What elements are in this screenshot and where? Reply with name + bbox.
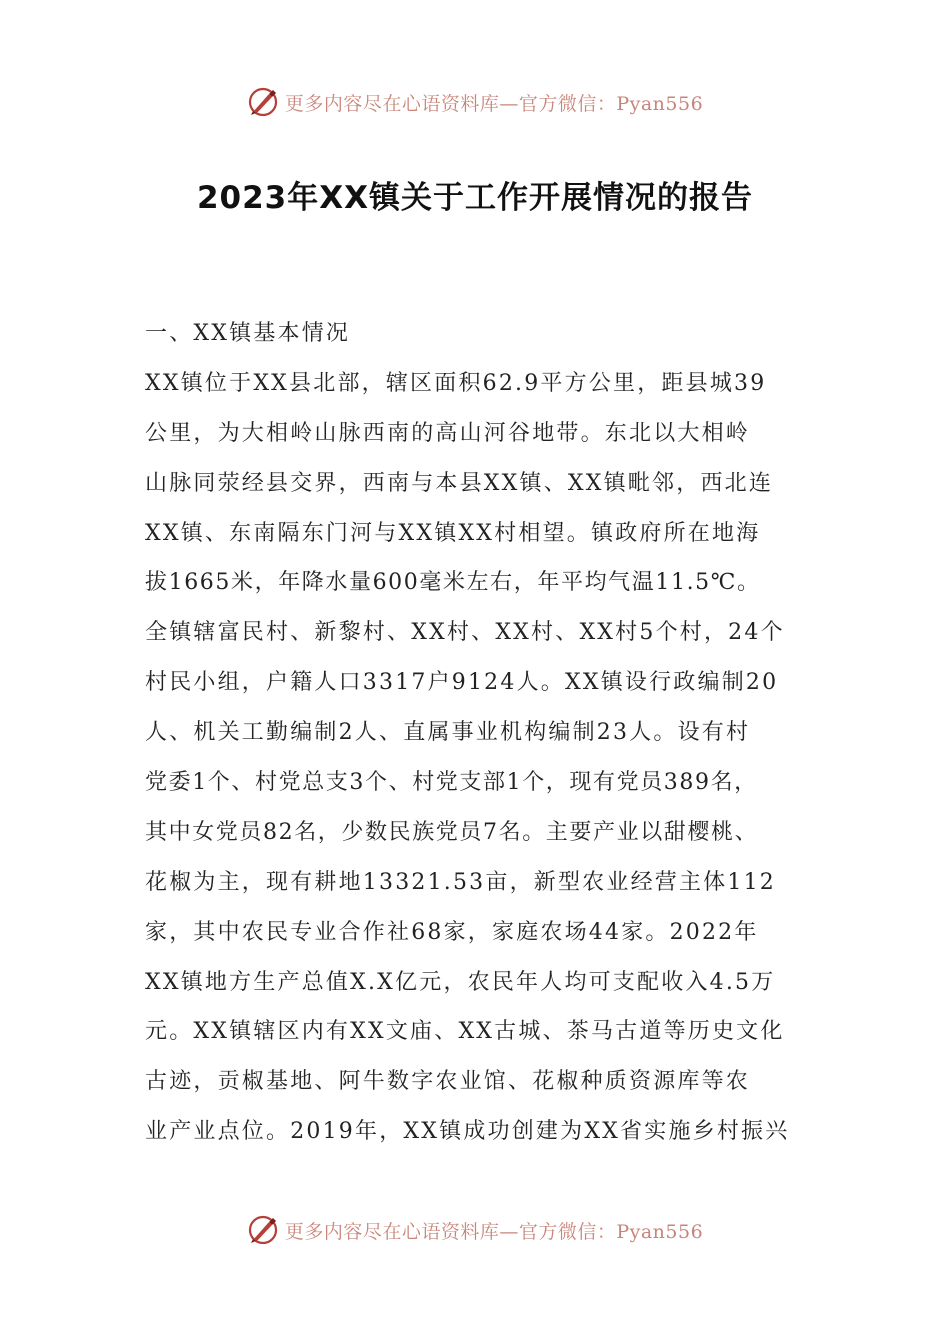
paragraph-line: 公里，为大相岭山脉西南的高山河谷地带。东北以大相岭 — [145, 420, 751, 446]
paragraph-line: 村民小组，户籍人口3317户9124人。XX镇设行政编制20 — [145, 670, 779, 696]
paragraph-line: 业产业点位。2019年，XX镇成功创建为XX省实施乡村振兴 — [145, 1119, 790, 1145]
paragraph-line: 元。XX镇辖区内有XX文庙、XX古城、茶马古道等历史文化 — [145, 1019, 785, 1045]
paragraph-line: 其中女党员82名，少数民族党员7名。主要产业以甜樱桃、 — [145, 819, 759, 845]
paragraph-line: XX镇、东南隔东门河与XX镇XX村相望。镇政府所在地海 — [145, 520, 761, 546]
document-title: 2023年XX镇关于工作开展情况的报告 — [196, 180, 754, 216]
paragraph-line: XX镇地方生产总值X.X亿元，农民年人均可支配收入4.5万 — [145, 969, 776, 995]
header-watermark — [0, 82, 950, 122]
footer-watermark — [0, 1210, 950, 1250]
paragraph-line: 拔1665米，年降水量600毫米左右，年平均气温11.5℃。 — [145, 570, 761, 596]
paragraph-line: 古迹，贡椒基地、阿牛数字农业馆、花椒种质资源库等农 — [145, 1069, 751, 1095]
paragraph-line: 山脉同荥经县交界，西南与本县XX镇、XX镇毗邻，西北连 — [145, 470, 774, 496]
watermark-text: 更多内容尽在心语资料库—官方微信：Pyan556 — [284, 92, 704, 115]
watermark-text: 更多内容尽在心语资料库—官方微信：Pyan556 — [284, 1220, 704, 1243]
document-body — [145, 309, 805, 1157]
paragraph-line: 家，其中农民专业合作社68家，家庭农场44家。2022年 — [145, 919, 759, 945]
paragraph-line: 人、机关工勤编制2人、直属事业机构编制23人。设有村 — [145, 720, 751, 746]
paragraph-line: XX镇位于XX县北部，辖区面积62.9平方公里，距县城39 — [145, 370, 767, 396]
section-heading: 一、XX镇基本情况 — [145, 321, 351, 346]
paragraph-line: 花椒为主，现有耕地13321.53亩，新型农业经营主体112 — [145, 869, 776, 895]
pen-logo-icon — [247, 86, 279, 118]
paragraph-line: 党委1个、村党总支3个、村党支部1个，现有党员389名， — [145, 770, 758, 796]
pen-logo-icon — [247, 1214, 279, 1246]
paragraph-line: 全镇辖富民村、新黎村、XX村、XX村、XX村5个村，24个 — [145, 620, 785, 646]
